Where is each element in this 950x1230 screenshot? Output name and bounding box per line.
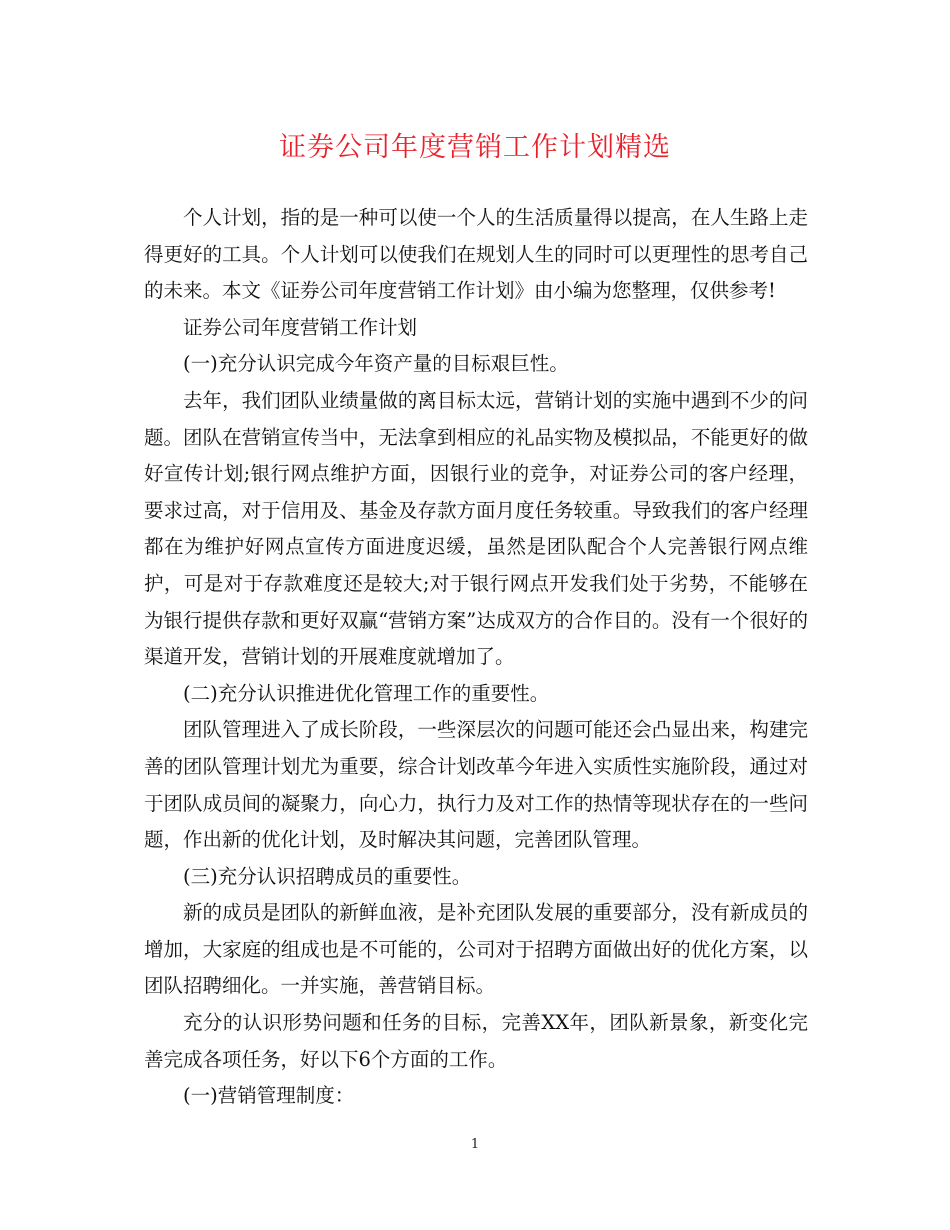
body-paragraph-3: 新的成员是团队的新鲜血液，是补充团队发展的重要部分，没有新成员的增加，大家庭的组成也是不可能的，公司对于招聘方面做出好的优化方案，以团队招聘细化。一并实施，善营销目标。 [144,901,808,998]
body-paragraph-2: 团队管理进入了成长阶段，一些深层次的问题可能还会凸显出来，构建完善的团队管理计划尤为重要，综合计划改革今年进入实质性实施阶段，通过对于团队成员间的凝聚力，向心力，执行力及对工作的热情等现状存在的一些问题，作出新的优化计划，及时解决其问题，完善团队管理。 [144,718,808,852]
section-heading-plan: 证券公司年度营销工作计划 [183,315,418,339]
document-body [144,200,808,1115]
intro-paragraph: 个人计划，指的是一种可以使一个人的生活质量得以提高，在人生路上走得更好的工具。个人计划可以使我们在规划人生的同时可以更理性的思考自己的未来。本文《证券公司年度营销工作计划》由小编为您整理，仅供参考! [144,206,808,303]
page-number: 1 [470,1137,480,1152]
subheading-2: (二)充分认识推进优化管理工作的重要性。 [183,681,550,705]
body-paragraph-1: 去年，我们团队业绩量做的离目标太远，营销计划的实施中遇到不少的问题。团队在营销宣传当中，无法拿到相应的礼品实物及模拟品，不能更好的做好宣传计划;银行网点维护方面，因银行业的竞争，对证券公司的客户经理，要求过高，对于信用及、基金及存款方面月度任务较重。导致我们的客户经理都在为维护好网点宣传方面进度迟缓，虽然是团队配合个人完善银行网点维护，可是对于存款难度还是较大;对于银行网点开发我们处于劣势，不能够在为银行提供存款和更好双赢“营销方案”达成双方的合作目的。没有一个很好的渠道开发，营销计划的开展难度就增加了。 [144,388,808,669]
subheading-4: (一)营销管理制度： [183,1084,355,1108]
document-title: 证券公司年度营销工作计划精选 [279,132,671,163]
subheading-1: (一)充分认识完成今年资产量的目标艰巨性。 [183,352,569,376]
body-paragraph-4: 充分的认识形势问题和任务的目标，完善XX年，团队新景象，新变化完善完成各项任务，好以下6个方面的工作。 [144,1011,808,1071]
subheading-3: (三)充分认识招聘成员的重要性。 [183,864,472,888]
